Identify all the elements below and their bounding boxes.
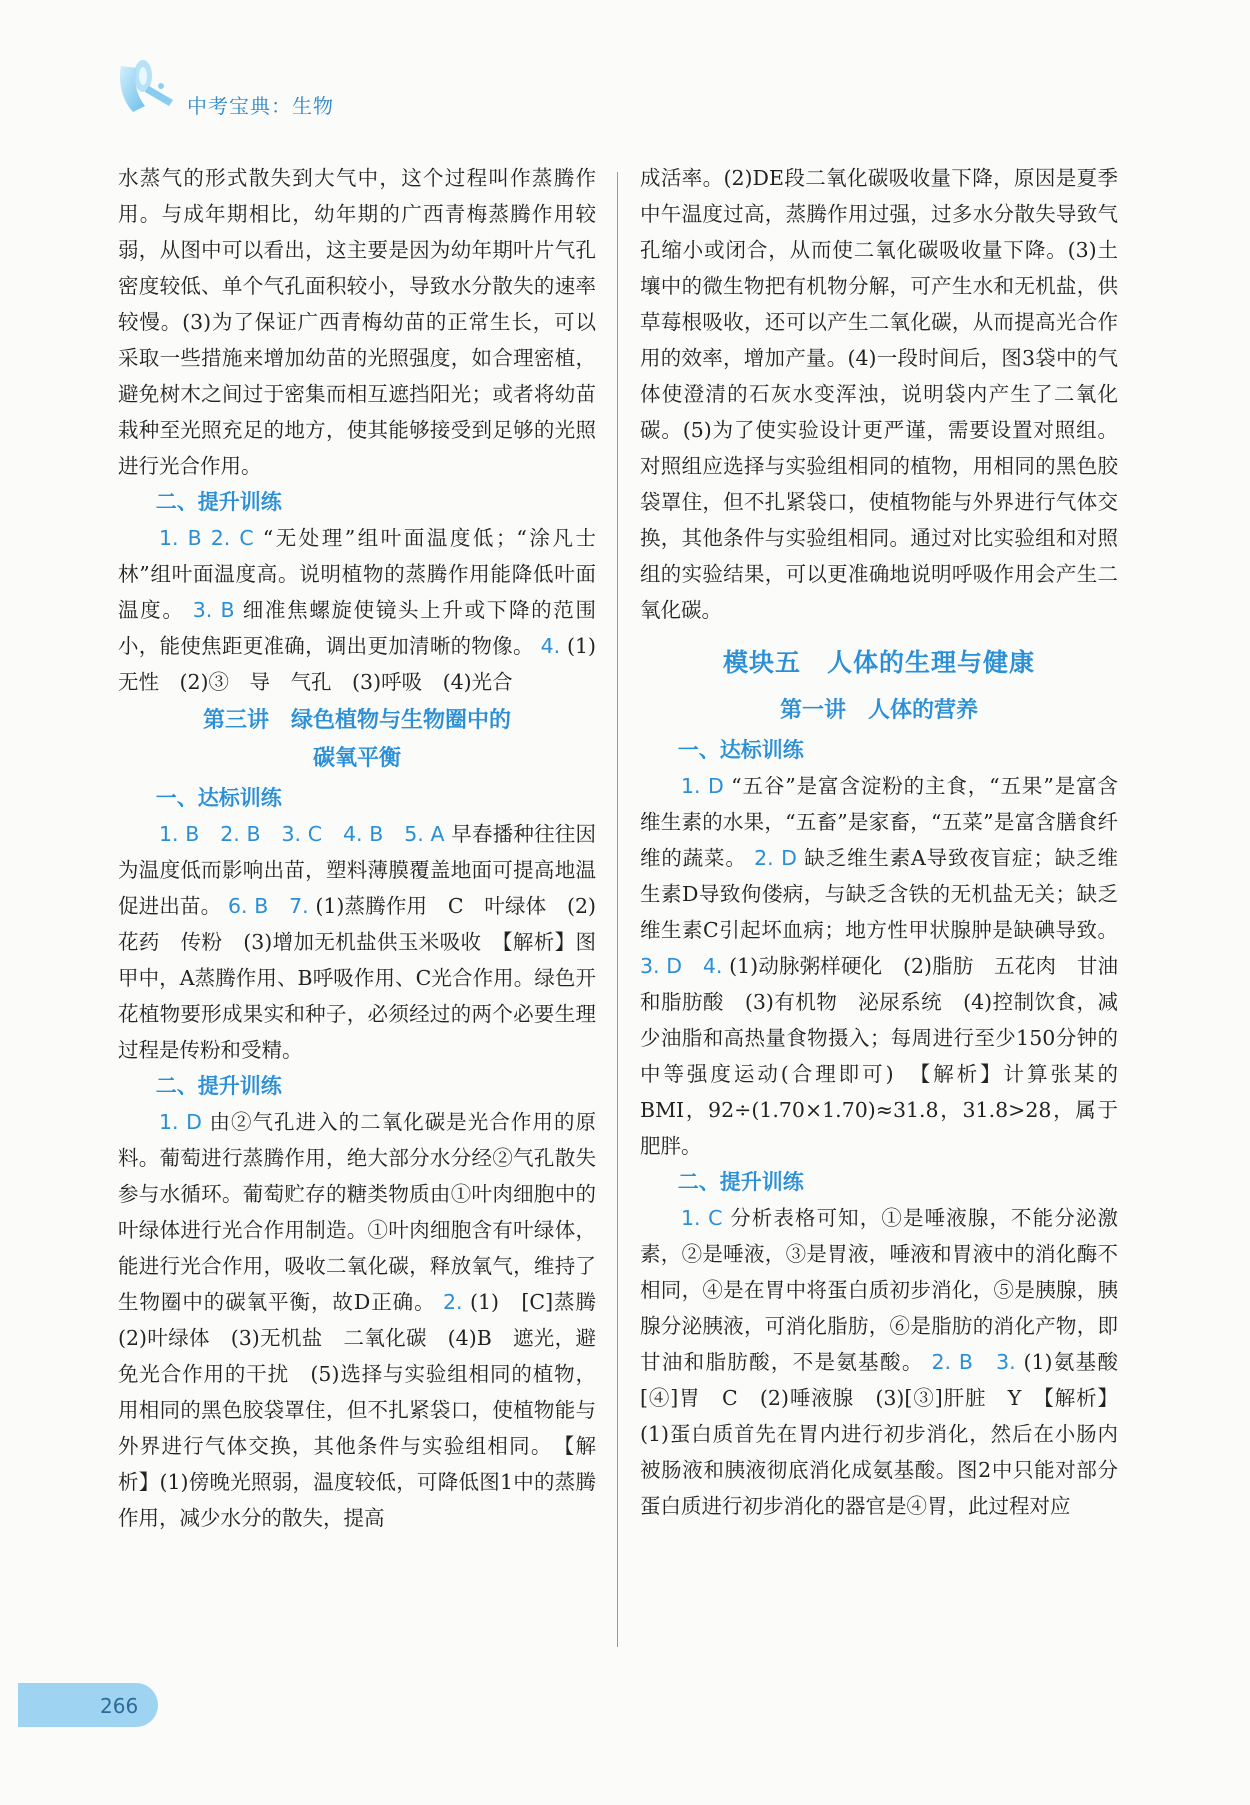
question-number: 1. B 2. B 3. C 4. B 5. A	[159, 822, 445, 846]
question-number: 2. B 3.	[931, 1350, 1016, 1374]
section-heading: 二、提升训练	[155, 1074, 282, 1098]
module-title: 模块五 人体的生理与健康	[722, 648, 1035, 677]
question-number: 6. B 7.	[227, 894, 309, 918]
lecture-title: 第一讲 人体的营养	[779, 698, 978, 723]
right-column	[640, 160, 1139, 1524]
question-number: 2.	[442, 1290, 463, 1314]
question-number: 3. B	[192, 598, 235, 622]
left-column	[118, 160, 617, 1536]
book-title: 中考宝典：生物	[187, 94, 334, 118]
answer-text: 分析表格可知，①是唾液腺，不能分泌激素，②是唾液，③是胃液，唾液和胃液中的消化酶不相同，④是在胃中将蛋白质初步消化，⑤是胰腺，胰腺分泌胰液，可消化脂肪，⑥是脂肪的消化产物，即甘油和脂肪酸，不是氨基酸。	[640, 1206, 1118, 1374]
answer-text: “无处理”组叶面温度低；“涂凡士林”组叶面温度高。说明植物的蒸腾作用能降低叶面温度。	[118, 526, 596, 622]
question-number: 1. D	[681, 774, 724, 798]
question-number: 4.	[540, 634, 561, 658]
section-heading: 一、达标训练	[155, 786, 282, 810]
answer-paragraph	[118, 816, 596, 1068]
lecture-title	[118, 702, 596, 778]
answer-paragraph	[640, 768, 1118, 1164]
answer-text: “五谷”是富含淀粉的主食，“五果”是富含维生素的水果，“五畜”是家畜，“五菜”是富含膳食纤维的蔬菜。	[640, 774, 1118, 870]
section-heading: 一、达标训练	[677, 738, 804, 762]
question-number: 1. C	[681, 1206, 723, 1230]
paragraph: 水蒸气的形式散失到大气中，这个过程叫作蒸腾作用。与成年期相比，幼年期的广西青梅蒸腾作用较弱，从图中可以看出，这主要是因为幼年期叶片气孔密度较低、单个气孔面积较小，导致水分散失的速率较慢。(3)为了保证广西青梅幼苗的正常生长，可以采取一些措施来增加幼苗的光照强度，如合理密植，避免树木之间过于密集而相互遮挡阳光；或者将幼苗栽种至光照充足的地方，使其能够接受到足够的光照进行光合作用。	[118, 166, 596, 478]
column-divider	[617, 172, 618, 1647]
page-header	[115, 48, 375, 128]
answer-text: (1)动脉粥样硬化 (2)脂肪 五花肉 甘油和脂肪酸 (3)有机物 泌尿系统 (4)控制饮食，减少油脂和高热量食物摄入；每周进行至少150分钟的中等强度运动(合理即可) 【解析】计算张某的BMI，92÷(1.70×1.70)≈31.8，31.8>28，属于肥胖。	[640, 954, 1118, 1158]
question-number: 2. D	[754, 846, 797, 870]
answer-text: (1)蒸腾作用 C 叶绿体 (2)花药 传粉 (3)增加无机盐供玉米吸收 【解析】图甲中，A蒸腾作用、B呼吸作用、C光合作用。绿色开花植物要形成果实和种子，必须经过的两个必要生理过程是传粉和受精。	[118, 894, 596, 1062]
lecture-title-line: 碳氧平衡	[312, 746, 401, 771]
question-number: 3. D 4.	[640, 954, 723, 978]
section-heading: 二、提升训练	[677, 1170, 804, 1194]
question-number: 1. D	[159, 1110, 202, 1134]
answer-text: 缺乏维生素A导致夜盲症；缺乏维生素D导致佝偻病，与缺乏含铁的无机盐无关；缺乏维生素C引起坏血病；地方性甲状腺肿是缺碘导致。	[640, 846, 1118, 942]
answer-paragraph	[118, 520, 596, 700]
answer-paragraph	[640, 1200, 1139, 1524]
page-number: 266	[100, 1694, 139, 1718]
answer-text: 由②气孔进入的二氧化碳是光合作用的原料。葡萄进行蒸腾作用，绝大部分水分经②气孔散失参与水循环。葡萄贮存的糖类物质由①叶肉细胞中的叶绿体进行光合作用制造。①叶肉细胞含有叶绿体，能进行光合作用，吸收二氧化碳，释放氧气，维持了生物圈中的碳氧平衡，故D正确。	[118, 1110, 596, 1314]
section-heading: 二、提升训练	[155, 490, 282, 514]
answer-paragraph	[118, 1104, 617, 1536]
paragraph: 成活率。(2)DE段二氧化碳吸收量下降，原因是夏季中午温度过高，蒸腾作用过强，过多水分散失导致气孔缩小或闭合，从而使二氧化碳吸收量下降。(3)土壤中的微生物把有机物分解，可产生水和无机盐，供草莓根吸收，还可以产生二氧化碳，从而提高光合作用的效率，增加产量。(4)一段时间后，图3袋中的气体使澄清的石灰水变浑浊，说明袋内产生了二氧化碳。(5)为了使实验设计更严谨，需要设置对照组。对照组应选择与实验组相同的植物，用相同的黑色胶袋罩住，但不扎紧袋口，使植物能与外界进行气体交换，其他条件与实验组相同。通过对比实验组和对照组的实验结果，可以更准确地说明呼吸作用会产生二氧化碳。	[640, 166, 1118, 622]
answer-text: (1)无性 (2)③ 导 气孔 (3)呼吸 (4)光合	[118, 634, 596, 694]
question-number: 2. C	[210, 526, 254, 550]
answer-text: 细准焦螺旋使镜头上升或下降的范围小，能使焦距更准确，调出更加清晰的物像。	[118, 598, 596, 658]
answer-text: (1)氨基酸 [④]胃 C (2)唾液腺 (3)[③]肝脏 Y 【解析】(1)蛋白质首先在胃内进行初步消化，然后在小肠内被肠液和胰液彻底消化成氨基酸。图2中只能对部分蛋白质进行初步消化的器官是④胃，此过程对应	[640, 1350, 1139, 1518]
answer-text: (1) [C]蒸腾 (2)叶绿体 (3)无机盐 二氧化碳 (4)B 遮光，避免光合作用的干扰 (5)选择与实验组相同的植物，用相同的黑色胶袋罩住，但不扎紧袋口，使植物能与外界进行气体交换，其他条件与实验组相同。 【解析】(1)傍晚光照弱，温度较低，可降低图1中的蒸腾作用，减少水分的散失，提高	[118, 1290, 617, 1530]
lecture-title-line: 第三讲 绿色植物与生物圈中的	[202, 708, 511, 733]
scroll-icon	[115, 56, 179, 116]
question-number: 1. B	[159, 526, 202, 550]
answer-text: 早春播种往往因为温度低而影响出苗，塑料薄膜覆盖地面可提高地温促进出苗。	[118, 822, 596, 918]
